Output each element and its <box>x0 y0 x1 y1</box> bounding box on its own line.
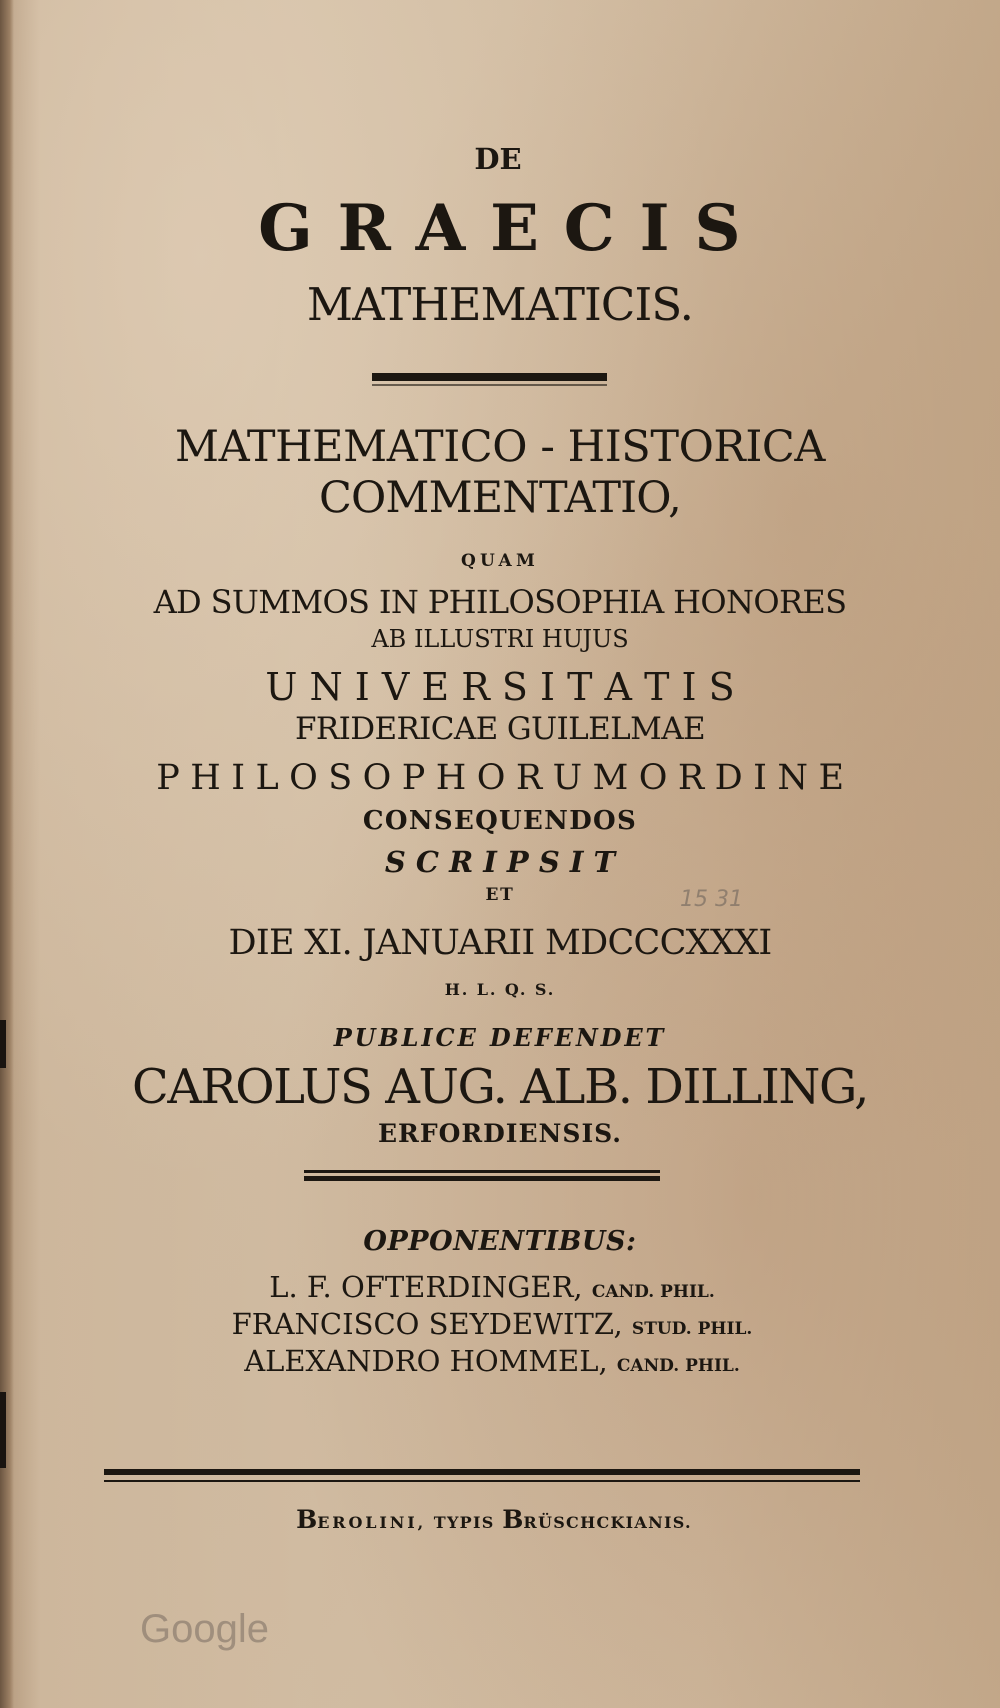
text-date: DIE XI. JANUARII MDCCCXXXI <box>228 923 772 963</box>
imprint-typis: TYPIS <box>433 1513 495 1532</box>
title-rule <box>372 373 607 381</box>
text-ab-illustri: AB ILLUSTRI HUJUS <box>371 625 629 653</box>
text-scripsit: S C R I P S I T <box>384 845 616 879</box>
text-quam: QUAM <box>460 551 540 571</box>
library-stamp <box>628 1612 828 1642</box>
author-rule <box>304 1170 660 1173</box>
google-watermark: Google <box>140 1607 269 1651</box>
text-et: ET <box>485 885 515 905</box>
title-rule-thin <box>372 384 607 386</box>
opponent-3 <box>0 1344 992 1378</box>
author-rule-thick <box>304 1176 660 1181</box>
opponent-3-role: CAND. PHIL. <box>616 1356 740 1376</box>
text-fridericae: FRIDERICAE GUILELMAE <box>294 711 706 747</box>
opponent-2-role: STUD. PHIL. <box>631 1319 753 1339</box>
imprint-bruschckianis: RÜSCHCKIANIS. <box>523 1513 692 1532</box>
title-mathematicis: MATHEMATICIS. <box>306 278 694 331</box>
imprint-berolini: EROLINI, <box>317 1513 427 1532</box>
text-publice-defendet: PUBLICE DEFENDET <box>333 1023 667 1052</box>
title-de: DE <box>474 142 522 176</box>
pencil-note: 15 31 <box>680 887 743 912</box>
text-hlqs: H. L. Q. S. <box>444 980 556 999</box>
imprint-initial-2: B <box>502 1505 524 1534</box>
imprint-initial-1: B <box>296 1505 318 1534</box>
opponent-3-name: ALEXANDRO HOMMEL, <box>244 1344 608 1378</box>
opponent-1-role: CAND. PHIL. <box>591 1282 715 1302</box>
heading-opponentibus: OPPONENTIBUS: <box>363 1226 637 1257</box>
text-universitatis: U N I V E R S I T A T I S <box>265 665 735 709</box>
text-philosophorum: P H I L O S O P H O R U M O R D I N E <box>156 758 844 798</box>
author-origin: ERFORDIENSIS. <box>377 1119 623 1148</box>
imprint-rule-thick <box>104 1469 860 1475</box>
spine-mark-lower <box>0 1392 6 1468</box>
author-name: CAROLUS AUG. ALB. DILLING, <box>132 1059 868 1115</box>
subtitle-commentatio: COMMENTATIO, <box>318 473 681 523</box>
imprint-rule-thin <box>104 1480 860 1482</box>
opponent-2-name: FRANCISCO SEYDEWITZ, <box>231 1307 623 1341</box>
imprint <box>0 1507 994 1532</box>
opponent-2 <box>0 1307 992 1341</box>
title-graecis: G R A E C I S <box>258 191 742 266</box>
opponent-1-name: L. F. OFTERDINGER, <box>269 1270 583 1304</box>
subtitle-historica: MATHEMATICO - HISTORICA <box>174 422 826 472</box>
text-consequendos: CONSEQUENDOS <box>362 806 638 836</box>
opponent-1 <box>0 1270 992 1304</box>
text-ad-summos: AD SUMMOS IN PHILOSOPHIA HONORES <box>153 583 847 621</box>
